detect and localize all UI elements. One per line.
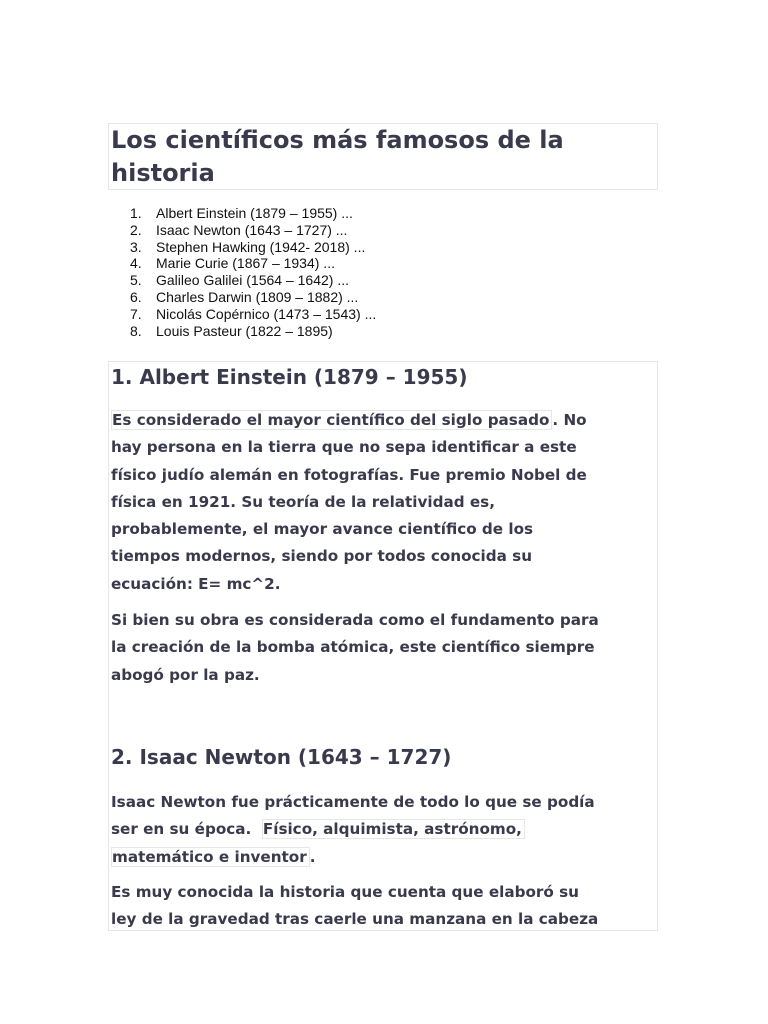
list-item-text: Galileo Galilei (1564 – 1642) ... xyxy=(156,272,349,289)
highlighted-text: matemático e inventor xyxy=(111,847,310,867)
paragraph-line xyxy=(111,407,657,434)
list-item-number: 7. xyxy=(130,305,142,322)
list-item-text: Stephen Hawking (1942- 2018) ... xyxy=(156,238,366,255)
list-item xyxy=(130,289,376,306)
list-item-number: 3. xyxy=(130,238,142,255)
highlighted-text: Es considerado el mayor científico del siglo pasado xyxy=(111,410,552,430)
list-item-number: 4. xyxy=(130,255,142,272)
list-item-text: Albert Einstein (1879 – 1955) ... xyxy=(156,205,353,221)
page-title-line-2: historia xyxy=(111,159,215,187)
list-item-number: 5. xyxy=(130,272,142,289)
text-fragment: ser en su época. xyxy=(111,820,262,839)
paragraph-line: Isaac Newton fue prácticamente de todo lo que se podía xyxy=(111,793,595,811)
paragraph-newton-2 xyxy=(111,879,657,931)
list-item-text: Isaac Newton (1643 – 1727) ... xyxy=(156,221,348,238)
list-item xyxy=(130,255,376,272)
paragraph-line: probablemente, el mayor avance científico de los xyxy=(111,520,534,539)
paragraph-einstein-2 xyxy=(111,607,657,689)
title-box xyxy=(108,123,658,190)
section-heading-einstein: 1. Albert Einstein (1879 – 1955) xyxy=(111,365,468,389)
list-item-number: 8. xyxy=(130,322,142,339)
paragraph-line: Es muy conocida la historia que cuenta que elaboró su xyxy=(111,883,579,901)
list-item xyxy=(130,205,376,222)
article-content xyxy=(108,361,658,931)
paragraph-line: la creación de la bomba atómica, este científico siempre xyxy=(111,638,595,657)
list-item xyxy=(130,222,376,239)
paragraph-line: hay persona en la tierra que no sepa identificar a este xyxy=(111,438,577,457)
list-item xyxy=(130,306,376,323)
list-item-text: Charles Darwin (1809 – 1882) ... xyxy=(156,288,359,305)
paragraph-line xyxy=(111,844,657,871)
section-heading-newton: 2. Isaac Newton (1643 – 1727) xyxy=(111,745,452,769)
paragraph-line xyxy=(111,816,657,843)
list-item xyxy=(130,272,376,289)
list-item-number: 2. xyxy=(130,221,142,238)
paragraph-line: ley de la gravedad tras caerle una manzana en la cabeza xyxy=(111,910,599,929)
highlighted-text: Físico, alquimista, astrónomo, xyxy=(262,819,525,839)
page-title-line-1: Los científicos más famosos de la xyxy=(111,126,564,154)
list-item-number: 6. xyxy=(130,288,142,305)
list-item-text: Nicolás Copérnico (1473 – 1543) ... xyxy=(156,305,377,322)
list-item xyxy=(130,323,376,340)
paragraph-line: ecuación: E= mc^2. xyxy=(111,574,281,593)
page-title xyxy=(111,124,564,190)
paragraph-line: Si bien su obra es considerada como el fundamento para xyxy=(111,611,599,629)
list-item-text: Marie Curie (1867 – 1934) ... xyxy=(156,255,335,272)
text-fragment: . No xyxy=(552,411,587,429)
paragraph-line: abogó por la paz. xyxy=(111,665,260,684)
paragraph-einstein-1 xyxy=(111,407,657,598)
paragraph-line: físico judío alemán en fotografías. Fue premio Nobel de xyxy=(111,465,587,484)
list-item-number: 1. xyxy=(130,205,142,221)
list-item xyxy=(130,239,376,256)
scientists-list xyxy=(130,205,376,339)
list-item-text: Louis Pasteur (1822 – 1895) xyxy=(156,322,333,339)
text-fragment: . xyxy=(309,847,316,866)
paragraph-newton-1 xyxy=(111,789,657,871)
paragraph-line: física en 1921. Su teoría de la relatividad es, xyxy=(111,492,495,511)
paragraph-line: tiempos modernos, siendo por todos conocida su xyxy=(111,547,533,566)
